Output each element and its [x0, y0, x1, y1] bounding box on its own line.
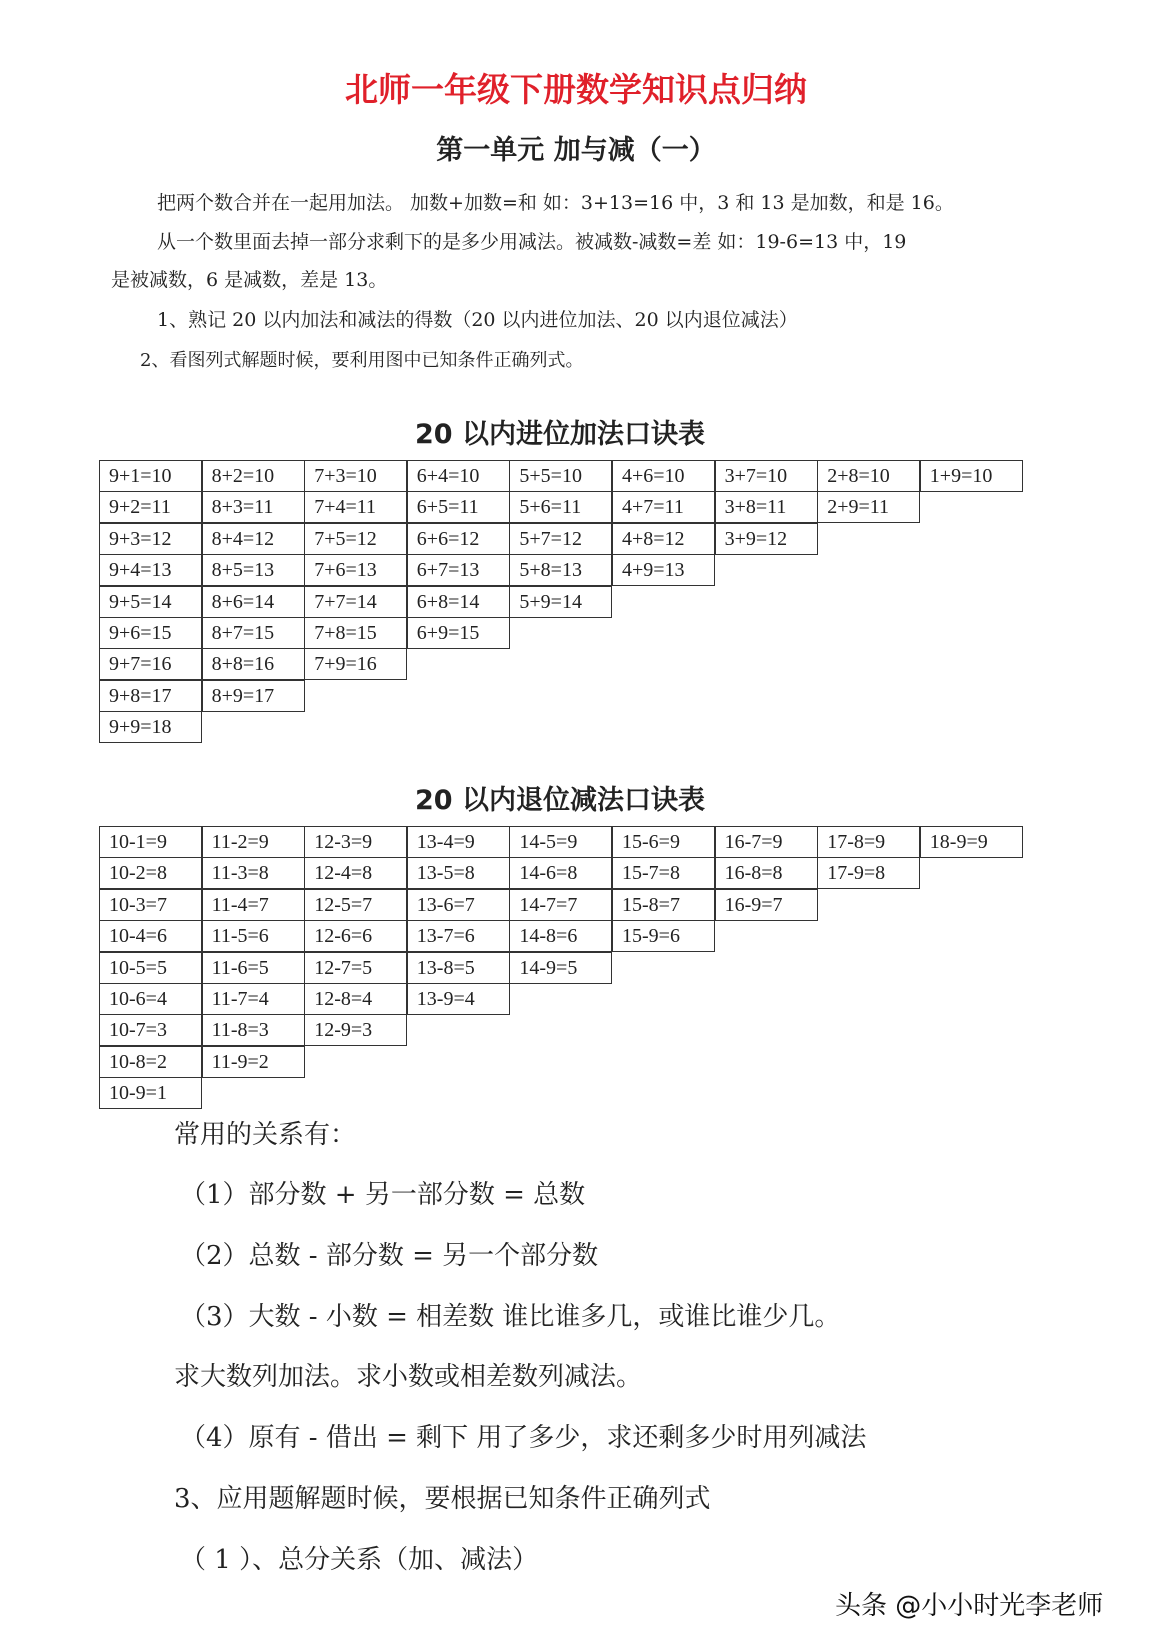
table-cell: 9+4=13 [99, 554, 202, 586]
table-cell: 14-7=7 [509, 889, 612, 921]
table-cell: 10-4=6 [99, 920, 202, 952]
table-cell: 14-8=6 [509, 920, 612, 952]
table-cell: 11-3=8 [202, 857, 305, 889]
table-cell: 7+4=11 [304, 491, 407, 523]
table-cell: 6+6=12 [407, 523, 510, 555]
table-cell: 13-9=4 [407, 983, 510, 1015]
table-cell: 9+6=15 [99, 617, 202, 649]
table-cell: 11-7=4 [202, 983, 305, 1015]
unit-heading: 第一单元 加与减（一） [436, 135, 716, 166]
table-cell: 17-8=9 [817, 826, 920, 858]
table-cell: 8+9=17 [202, 680, 305, 712]
table-cell: 15-6=9 [612, 826, 715, 858]
table-cell: 7+3=10 [304, 460, 407, 492]
table-cell: 10-8=2 [99, 1046, 202, 1078]
table-cell: 3+9=12 [715, 523, 818, 555]
table-cell: 15-9=6 [612, 920, 715, 952]
table-cell: 10-3=7 [99, 889, 202, 921]
relation-item: （2）总数 - 部分数 = 另一个部分数 [180, 1241, 599, 1271]
table-cell: 2+9=11 [817, 491, 920, 523]
table-cell: 8+7=15 [202, 617, 305, 649]
table-cell: 12-3=9 [304, 826, 407, 858]
table-cell: 14-9=5 [509, 952, 612, 984]
table-cell: 5+5=10 [509, 460, 612, 492]
table-cell: 6+7=13 [407, 554, 510, 586]
table-cell: 8+3=11 [202, 491, 305, 523]
table-cell: 8+6=14 [202, 586, 305, 618]
table-cell: 16-7=9 [715, 826, 818, 858]
table-cell: 12-9=3 [304, 1014, 407, 1046]
paragraph: 从一个数里面去掉一部分求剩下的是多少用减法。被减数-减数=差 如：19-6=13 中，19 [157, 231, 907, 253]
table-cell: 16-8=8 [715, 857, 818, 889]
table-cell: 12-6=6 [304, 920, 407, 952]
relation-item: （4）原有 - 借出 = 剩下 用了多少，求还剩多少时用列减法 [180, 1423, 867, 1453]
relation-item: （1）部分数 + 另一部分数 = 总数 [180, 1180, 586, 1210]
table-cell: 10-1=9 [99, 826, 202, 858]
table-cell: 13-4=9 [407, 826, 510, 858]
table-cell: 6+4=10 [407, 460, 510, 492]
table-cell: 9+7=16 [99, 648, 202, 680]
table-cell: 12-8=4 [304, 983, 407, 1015]
paragraph: 把两个数合并在一起用加法。 加数+加数=和 如：3+13=16 中，3 和 13 是加数，和是 16。 [157, 192, 954, 214]
table-cell: 9+8=17 [99, 680, 202, 712]
table-cell: 6+9=15 [407, 617, 510, 649]
table-cell: 3+7=10 [715, 460, 818, 492]
table-cell: 1+9=10 [920, 460, 1023, 492]
table-cell: 10-9=1 [99, 1077, 202, 1109]
table-cell: 8+4=12 [202, 523, 305, 555]
table-cell: 13-6=7 [407, 889, 510, 921]
table-cell: 7+5=12 [304, 523, 407, 555]
paragraph: 是被减数，6 是减数，差是 13。 [111, 269, 388, 291]
table-cell: 15-8=7 [612, 889, 715, 921]
table-cell: 11-5=6 [202, 920, 305, 952]
table-cell: 6+5=11 [407, 491, 510, 523]
table-cell: 10-5=5 [99, 952, 202, 984]
table-cell: 11-6=5 [202, 952, 305, 984]
table-cell: 7+7=14 [304, 586, 407, 618]
table-cell: 4+8=12 [612, 523, 715, 555]
subtraction-table-title: 20 以内退位减法口诀表 [415, 785, 705, 816]
table-cell: 5+6=11 [509, 491, 612, 523]
paragraph: 1、熟记 20 以内加法和减法的得数（20 以内进位加法、20 以内退位减法） [157, 309, 798, 331]
table-cell: 13-8=5 [407, 952, 510, 984]
table-cell: 16-9=7 [715, 889, 818, 921]
table-cell: 5+7=12 [509, 523, 612, 555]
table-cell: 18-9=9 [920, 826, 1023, 858]
table-cell: 9+5=14 [99, 586, 202, 618]
table-cell: 17-9=8 [817, 857, 920, 889]
table-cell: 7+9=16 [304, 648, 407, 680]
table-cell: 13-7=6 [407, 920, 510, 952]
table-cell: 5+9=14 [509, 586, 612, 618]
table-cell: 11-4=7 [202, 889, 305, 921]
table-cell: 7+8=15 [304, 617, 407, 649]
table-cell: 4+6=10 [612, 460, 715, 492]
table-cell: 11-2=9 [202, 826, 305, 858]
table-cell: 9+3=12 [99, 523, 202, 555]
table-cell: 12-7=5 [304, 952, 407, 984]
table-cell: 12-4=8 [304, 857, 407, 889]
relations-heading: 常用的关系有： [174, 1120, 357, 1150]
table-cell: 9+1=10 [99, 460, 202, 492]
table-cell: 11-8=3 [202, 1014, 305, 1046]
table-cell: 8+8=16 [202, 648, 305, 680]
table-cell: 4+9=13 [612, 554, 715, 586]
table-cell: 8+2=10 [202, 460, 305, 492]
watermark: 头条 @小小时光李老师 [835, 1591, 1104, 1621]
word-problem-heading: 3、应用题解题时候，要根据已知条件正确列式 [174, 1484, 711, 1514]
table-cell: 7+6=13 [304, 554, 407, 586]
table-cell: 11-9=2 [202, 1046, 305, 1078]
table-cell: 8+5=13 [202, 554, 305, 586]
table-cell: 3+8=11 [715, 491, 818, 523]
document-title: 北师一年级下册数学知识点归纳 [345, 70, 807, 109]
addition-table-title: 20 以内进位加法口诀表 [415, 419, 705, 450]
table-cell: 6+8=14 [407, 586, 510, 618]
table-cell: 9+2=11 [99, 491, 202, 523]
table-cell: 5+8=13 [509, 554, 612, 586]
relation-item: （3）大数 - 小数 = 相差数 谁比谁多几，或谁比谁少几。 [180, 1302, 841, 1332]
table-cell: 15-7=8 [612, 857, 715, 889]
paragraph: 2、看图列式解题时候，要利用图中已知条件正确列式。 [140, 350, 584, 371]
table-cell: 10-6=4 [99, 983, 202, 1015]
relation-note: 求大数列加法。求小数或相差数列减法。 [174, 1362, 643, 1392]
table-cell: 10-2=8 [99, 857, 202, 889]
table-cell: 9+9=18 [99, 711, 202, 743]
table-cell: 2+8=10 [817, 460, 920, 492]
table-cell: 4+7=11 [612, 491, 715, 523]
table-cell: 10-7=3 [99, 1014, 202, 1046]
table-cell: 13-5=8 [407, 857, 510, 889]
table-cell: 12-5=7 [304, 889, 407, 921]
word-problem-item: （ 1 ）、总分关系（加、减法） [180, 1545, 539, 1575]
table-cell: 14-6=8 [509, 857, 612, 889]
table-cell: 14-5=9 [509, 826, 612, 858]
